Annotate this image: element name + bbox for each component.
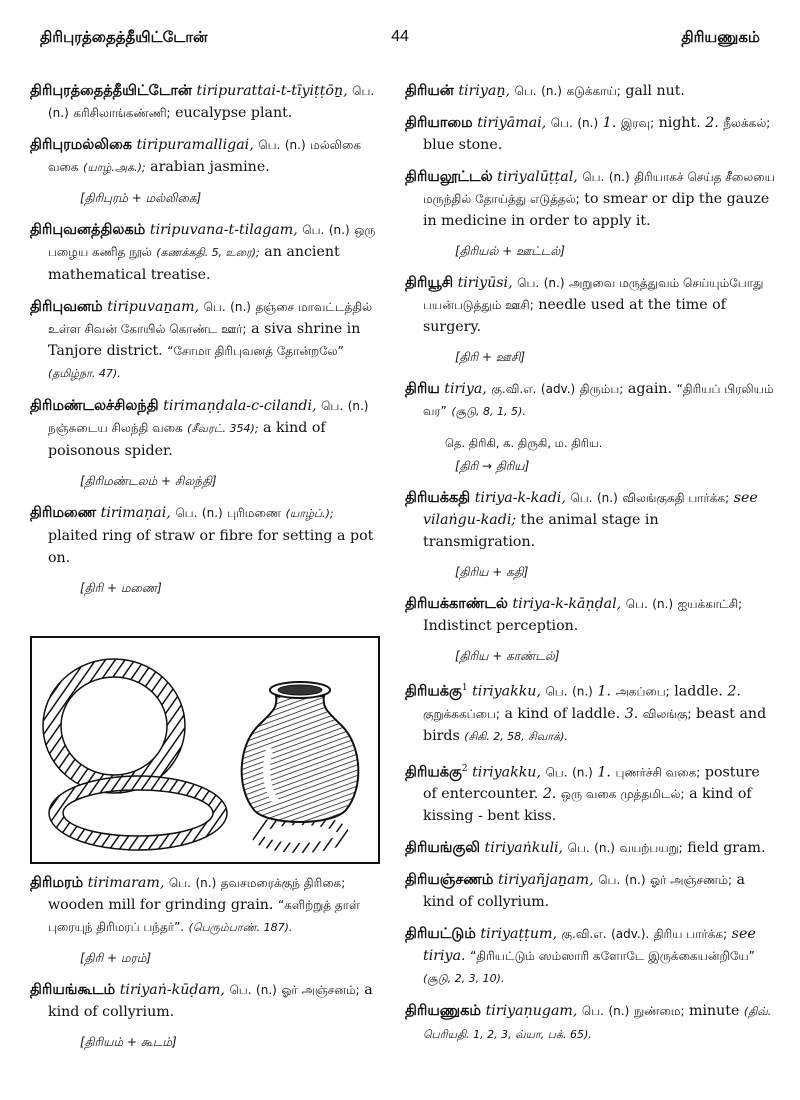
dictionary-entry bbox=[30, 395, 380, 462]
citation: (சீவரட். 354); bbox=[187, 422, 259, 435]
dictionary-entry bbox=[405, 378, 775, 423]
headword: திரியன் bbox=[405, 83, 454, 99]
headword: திரிய bbox=[405, 381, 440, 397]
sense-number: 2. bbox=[542, 786, 557, 803]
gloss-tamil: திரிய பார்க்க; bbox=[653, 927, 728, 942]
romanization: tiriyaṭṭum, bbox=[480, 926, 557, 943]
homograph-number: 1 bbox=[461, 683, 468, 693]
part-of-speech: (n.) bbox=[577, 116, 599, 130]
dictionary-entry bbox=[30, 872, 380, 939]
sense-english: night. bbox=[658, 115, 701, 131]
dictionary-entry bbox=[405, 166, 775, 232]
citation: (யாழ்.அக.); bbox=[83, 161, 146, 174]
gloss-tamil: புரிமணை bbox=[227, 506, 282, 520]
headword: திரியணுகம் bbox=[405, 1003, 482, 1020]
pos-tamil: பெ. bbox=[302, 223, 325, 237]
romanization: tiriyaṇugam, bbox=[485, 1003, 578, 1020]
sense-english: posture of entercounter. bbox=[423, 764, 760, 803]
citation: (சூடு, 8, 1, 5). bbox=[451, 405, 526, 418]
pos-tamil: பெ. bbox=[582, 170, 605, 184]
dictionary-entry bbox=[30, 979, 380, 1023]
headword: திரியக்கு bbox=[405, 764, 462, 781]
citation: (யாழ்ப்.); bbox=[285, 507, 334, 520]
part-of-speech: (n.) bbox=[608, 1004, 630, 1019]
part-of-speech: (n.) bbox=[543, 276, 565, 290]
part-of-speech: (n.) bbox=[594, 841, 615, 856]
gloss-tamil: ஓர் அஞ்சனம்; bbox=[281, 983, 360, 997]
gloss-english: eucalypse plant. bbox=[175, 105, 293, 121]
dictionary-entry bbox=[405, 869, 775, 913]
romanization: tirimaṇḍala-c-cilandi, bbox=[163, 398, 317, 414]
citation: (தமிழ்நா. 47). bbox=[48, 367, 121, 380]
headword: திரியலூட்டல் bbox=[405, 169, 493, 185]
left-column bbox=[30, 80, 380, 609]
gloss-english: a kind of poisonous spider. bbox=[48, 420, 326, 459]
gloss-english: the animal stage in transmigration. bbox=[423, 512, 659, 550]
pos-tamil: பெ. bbox=[321, 399, 344, 413]
citation: (திவ். பெரியதி. 1, 2, 3, வ்யா, பக். 65). bbox=[423, 1005, 772, 1042]
romanization: tiriyāmai, bbox=[477, 115, 547, 131]
gloss-tamil: அறுவை மருத்துவம் செய்யும்போது பயன்படுத்தும் ஊசி; bbox=[423, 276, 764, 312]
sense-tamil: அகப்பை; bbox=[615, 684, 670, 699]
headword: திரியக்கதி bbox=[405, 490, 471, 506]
part-of-speech: (n.) bbox=[230, 300, 251, 314]
pos-tamil: பெ. bbox=[203, 300, 226, 314]
part-of-speech: (n.) bbox=[48, 106, 69, 120]
gloss-english: gall nut. bbox=[625, 83, 685, 99]
dictionary-entry bbox=[405, 112, 775, 156]
headword: திரிபுவனம் bbox=[30, 299, 103, 315]
rings-and-pot-icon bbox=[32, 638, 378, 862]
part-of-speech: (n.) bbox=[201, 506, 223, 520]
etymology: [திரி → திரிய] bbox=[455, 459, 530, 473]
headword: திரியூசி bbox=[405, 275, 454, 291]
headword: திரிபுரமல்லிகை bbox=[30, 137, 133, 153]
dictionary-entry bbox=[405, 758, 775, 828]
sense-english: laddle. bbox=[674, 683, 723, 700]
gloss-tamil: நஞ்சுடைய சிலந்தி வகை bbox=[48, 421, 183, 435]
sense-number: 2. bbox=[727, 683, 741, 700]
pos-tamil: பெ. bbox=[229, 983, 252, 997]
headword: திரிபுவனத்திலகம் bbox=[30, 222, 146, 238]
romanization: tiriyañjaṉam, bbox=[498, 872, 594, 889]
dictionary-entry bbox=[405, 923, 775, 990]
pos-tamil: பெ. bbox=[550, 116, 573, 130]
gloss-english: plaited ring of straw or fibre for setting a pot on. bbox=[48, 528, 374, 566]
pos-tamil: பெ. bbox=[517, 276, 540, 290]
gloss-tamil: வயற்பயறு; bbox=[619, 841, 683, 856]
sense-number: 2. bbox=[705, 115, 719, 131]
page-header bbox=[40, 28, 760, 56]
gloss-tamil: தஞ்சை மாவட்டத்தில் உள்ள சிவன் கோயில் கொண்ட ஊர்; bbox=[48, 300, 373, 336]
part-of-speech: (n.) bbox=[572, 765, 593, 780]
gloss-tamil: ஓர் அஞ்சணம்; bbox=[650, 873, 733, 888]
romanization: tiriyakku, bbox=[472, 764, 541, 781]
sense-number: 3. bbox=[624, 705, 639, 722]
dictionary-entry bbox=[405, 837, 775, 859]
sense-english: beast and birds bbox=[423, 705, 767, 744]
sense-tamil: குறுக்ககப்பை; bbox=[423, 706, 500, 721]
pos-tamil: பெ. bbox=[545, 765, 568, 780]
gloss-tamil: கரிசிலாங்கண்ணி; bbox=[73, 106, 171, 120]
etymology: [திரி + ஊசி] bbox=[455, 350, 526, 364]
pos-tamil: பெ. bbox=[598, 873, 621, 888]
romanization: tiriyakku, bbox=[472, 683, 541, 700]
romanization: tiripuvaṉam, bbox=[107, 299, 200, 315]
romanization: tiriya, bbox=[444, 381, 487, 397]
romanization: tiriyaṅkuli, bbox=[484, 840, 564, 857]
etymology: [திரிய + கதி] bbox=[455, 565, 529, 579]
dictionary-entry bbox=[405, 677, 775, 748]
left-column-continued bbox=[30, 872, 380, 1063]
part-of-speech: (n.) bbox=[572, 684, 593, 699]
etymology: [திரி + மணை] bbox=[80, 581, 162, 595]
part-of-speech: (n.) bbox=[596, 491, 618, 505]
gloss-english: arabian jasmine. bbox=[150, 159, 270, 175]
gloss-english: a siva shrine in Tanjore district. bbox=[48, 321, 361, 359]
sense-number: 1. bbox=[597, 764, 611, 781]
sense-number: 1. bbox=[602, 115, 617, 131]
citation: (கணக்கதி. 5, உரை); bbox=[156, 246, 260, 259]
romanization: tirimaram, bbox=[87, 875, 165, 891]
headword: திரியஞ்சணம் bbox=[405, 872, 494, 889]
part-of-speech: (n.) bbox=[541, 84, 562, 98]
romanization: tiriya-k-kāṇḍal, bbox=[512, 596, 622, 612]
headword: திரியக்கு bbox=[405, 683, 462, 700]
quotation: “திரியட்டும் ஸம்ஸாரி களோடே இருக்கையன்றியே” bbox=[470, 949, 755, 964]
pos-tamil: பெ. bbox=[581, 1004, 604, 1019]
gloss-english: to smear or dip the gauze in medicine in order to apply it. bbox=[423, 191, 770, 229]
pos-tamil: கு.வி.எ. bbox=[491, 382, 537, 396]
dictionary-entry bbox=[30, 134, 380, 179]
sense-english: a kind of kissing - bent kiss. bbox=[423, 786, 752, 825]
part-of-speech: (n.) bbox=[347, 399, 369, 413]
part-of-speech: (n.) bbox=[328, 223, 350, 237]
gloss-tamil: விலங்குகதி பார்க்க; bbox=[622, 491, 730, 505]
quotation: “சோமா திரிபுவனத் தோன்றலே” bbox=[167, 344, 344, 358]
pos-tamil: பெ. bbox=[175, 506, 198, 520]
sense-tamil: விலங்கு; bbox=[642, 706, 692, 721]
pos-tamil: பெ. bbox=[258, 138, 281, 152]
gloss-tamil: தவசமரைக்குந் திரிகை; bbox=[220, 876, 346, 890]
gloss-english: a kind of collyrium. bbox=[423, 872, 746, 911]
dictionary-entry bbox=[405, 80, 775, 102]
dictionary-entry bbox=[405, 272, 775, 338]
part-of-speech: (n.) bbox=[624, 873, 646, 888]
right-column bbox=[405, 80, 775, 1056]
etymology: [திரிமண்டலம் + சிலந்தி] bbox=[80, 474, 217, 488]
sense-tamil: நீலக்கல்; bbox=[723, 116, 771, 130]
headword: திரிமணை bbox=[30, 505, 97, 521]
romanization: tiriyaṅ-kūḍam, bbox=[119, 982, 225, 998]
dictionary-entry bbox=[405, 487, 775, 553]
part-of-speech: (adv.) bbox=[540, 382, 576, 396]
left-guide-word: திரிபுரத்தைத்தீயிட்டோன் bbox=[40, 28, 208, 46]
pos-tamil: பெ. bbox=[570, 491, 593, 505]
headword: திரிபுரத்தைத்தீயிட்டோன் bbox=[30, 83, 192, 99]
pos-tamil: பெ. bbox=[567, 841, 590, 856]
homograph-number: 2 bbox=[461, 763, 468, 774]
gloss-english: field gram. bbox=[687, 840, 766, 857]
headword: திரியங்கூடம் bbox=[30, 982, 116, 998]
romanization: tirimaṇai, bbox=[100, 505, 171, 521]
pos-tamil: பெ. bbox=[625, 597, 648, 611]
headword: திரியாமை bbox=[405, 115, 473, 131]
dictionary-entry bbox=[30, 219, 380, 286]
gloss-english: needle used at the time of surgery. bbox=[423, 297, 726, 335]
citation: (சிகி. 2, 58, சிவாக்). bbox=[464, 729, 568, 743]
quotation: “களிற்றுத் தாள் புரையுந் திரிமரப் பந்தர்”. bbox=[48, 898, 360, 934]
citation: (சூடு, 2, 3, 10). bbox=[423, 972, 505, 986]
etymology: [திரியல் + ஊட்டல்] bbox=[455, 244, 565, 258]
gloss-english: a kind of collyrium. bbox=[48, 982, 373, 1020]
part-of-speech: (n.) bbox=[195, 876, 217, 890]
romanization: tiripurattai-t-tīyiṭṭōṉ, bbox=[196, 83, 348, 99]
part-of-speech: (n.) bbox=[652, 597, 674, 611]
gloss-tamil: ஒரு பழைய கணித நூல் bbox=[48, 223, 376, 259]
sense-tamil: புணர்ச்சி வகை; bbox=[615, 765, 701, 780]
gloss-tamil: ஐயக்காட்சி; bbox=[677, 597, 743, 611]
page-number: 44 bbox=[391, 28, 409, 45]
dictionary-entry bbox=[405, 1000, 775, 1046]
gloss-english: wooden mill for grinding grain. bbox=[48, 897, 274, 913]
gloss-tamil: மல்லிகை வகை bbox=[48, 138, 362, 174]
gloss-english: again. bbox=[627, 381, 673, 397]
dictionary-entry bbox=[30, 296, 380, 385]
headword: திரியட்டும் bbox=[405, 926, 476, 943]
dictionary-entry bbox=[405, 593, 775, 637]
etymology: [திரிபுரம் + மல்லிகை] bbox=[80, 191, 202, 205]
romanization: tiriyaṉ, bbox=[458, 83, 511, 99]
dictionary-entry bbox=[30, 502, 380, 569]
sense-number: 1. bbox=[597, 683, 611, 700]
headword: திரிமண்டலச்சிலந்தி bbox=[30, 398, 159, 414]
gloss-english: an ancient mathematical treatise. bbox=[48, 244, 340, 283]
pos-tamil: கு.வி.எ. bbox=[561, 927, 607, 942]
headword: திரியங்குலி bbox=[405, 840, 481, 857]
cognates: தெ. திரிகி, க. திருகி, ம. திரிய. bbox=[445, 436, 603, 450]
sense-english: blue stone. bbox=[423, 137, 503, 153]
gloss-english: Indistinct perception. bbox=[423, 618, 579, 634]
part-of-speech: (n.) bbox=[608, 170, 630, 184]
romanization: tiripuvana-t-tilagam, bbox=[149, 222, 298, 238]
headword: திரியக்காண்டல் bbox=[405, 596, 508, 612]
gloss-tamil: திரும்ப; bbox=[579, 382, 624, 396]
etymology: [திரி + மரம்] bbox=[80, 951, 152, 965]
pos-tamil: பெ. bbox=[514, 84, 537, 98]
part-of-speech: (adv.). bbox=[611, 927, 650, 942]
romanization: tiripuramalligai, bbox=[136, 137, 254, 153]
gloss-tamil: நுண்மை; bbox=[633, 1004, 685, 1019]
romanization: tiriyūsi, bbox=[457, 275, 513, 291]
pos-tamil: பெ. bbox=[352, 84, 375, 98]
headword: திரிமரம் bbox=[30, 875, 84, 891]
romanization: tiriyalūṭṭal, bbox=[497, 169, 578, 185]
rings-and-pot-illustration bbox=[30, 636, 380, 864]
pos-tamil: பெ. bbox=[545, 684, 568, 699]
cross-reference: see tiriya. bbox=[423, 926, 756, 965]
gloss-tamil: திரியாகச் செய்த சீலையை மருந்தில் தோய்த்து எடுத்தல்; bbox=[423, 170, 775, 206]
romanization: tiriya-k-kadi, bbox=[474, 490, 566, 506]
citation: (பெரும்பாண். 187). bbox=[188, 921, 293, 934]
gloss-tamil: கடுக்காய்; bbox=[566, 84, 621, 98]
sense-english: a kind of laddle. bbox=[504, 705, 621, 722]
part-of-speech: (n.) bbox=[284, 138, 306, 152]
part-of-speech: (n.) bbox=[256, 983, 277, 997]
right-guide-word: திரியணுகம் bbox=[681, 28, 760, 46]
quotation: “திரியப் பிரலியம் வர” bbox=[423, 382, 774, 418]
etymology: [திரியம் + கூடம்] bbox=[80, 1035, 177, 1049]
dictionary-entry bbox=[30, 80, 380, 124]
cross-reference: see vilaṅgu-kadi; bbox=[423, 490, 758, 528]
sense-tamil: இரவு; bbox=[620, 116, 655, 130]
etymology: [திரிய + காண்டல்] bbox=[455, 649, 560, 663]
sense-tamil: ஒரு வகை முத்தமிடல்; bbox=[560, 787, 685, 802]
gloss-english: minute bbox=[689, 1003, 740, 1020]
pos-tamil: பெ. bbox=[168, 876, 191, 890]
